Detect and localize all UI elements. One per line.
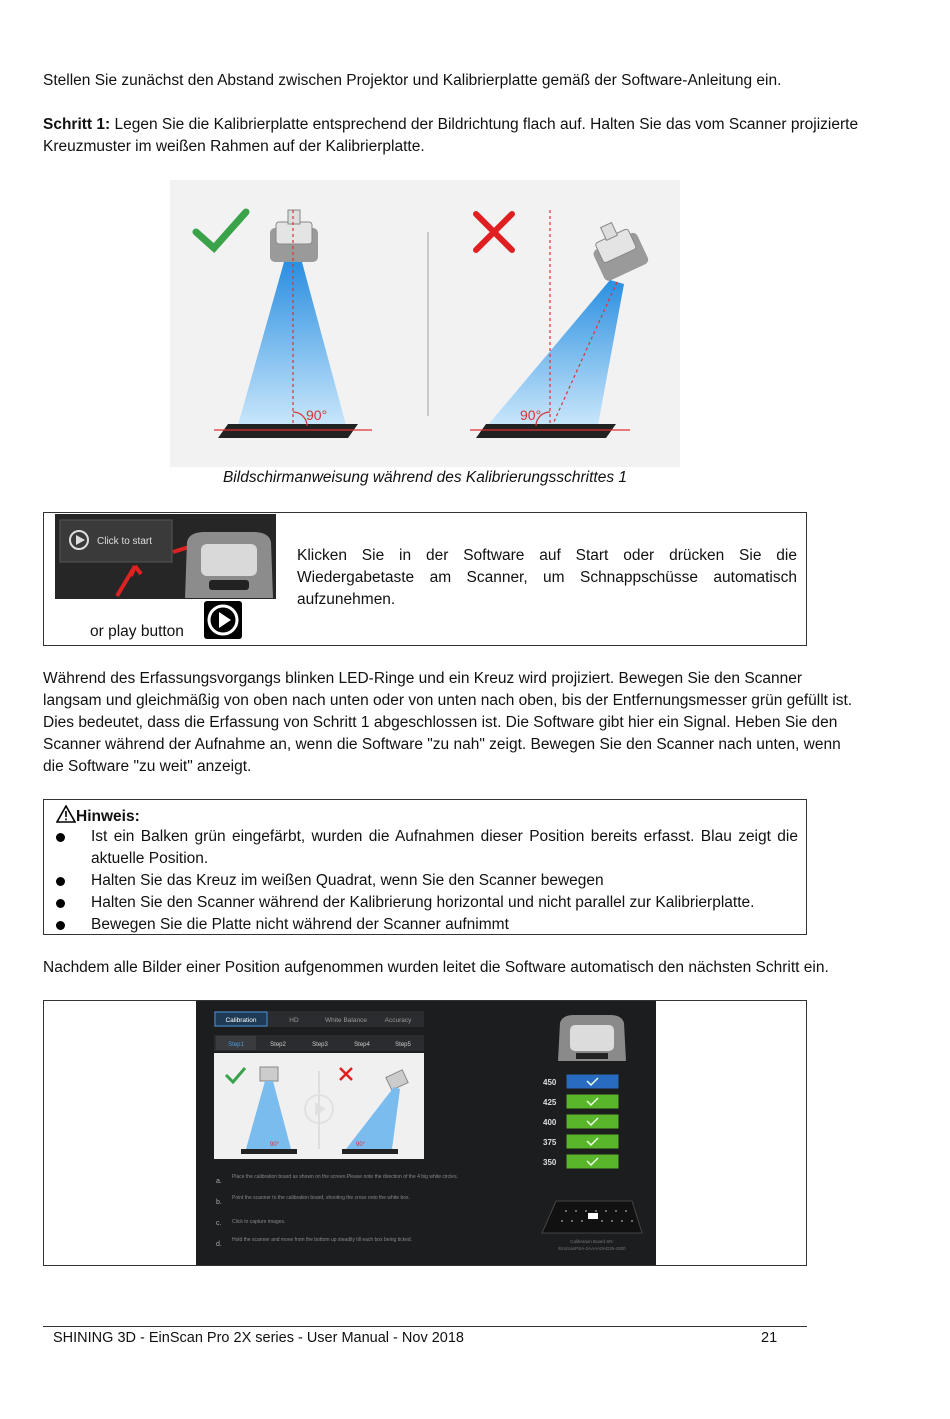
footer-text: SHINING 3D - EinScan Pro 2X series - User Manual - Nov 2018 — [53, 1330, 464, 1346]
cross-icon — [476, 214, 512, 250]
scanner-icon — [185, 532, 273, 598]
play-button-icon — [204, 601, 242, 639]
instruction-text-d: Hold the scanner and move from the bottom up steadily till each box being ticked. — [232, 1237, 413, 1243]
distance-label: 375 — [543, 1138, 557, 1147]
instruction-key-c: c. — [216, 1220, 222, 1227]
hint-title — [56, 805, 140, 826]
hint-item: Halten Sie das Kreuz im weißen Quadrat, wenn Sie den Scanner bewegen — [56, 870, 798, 892]
distance-bar — [566, 1114, 619, 1129]
software-screenshot-box — [43, 1000, 807, 1266]
angle-label-right: 90° — [520, 407, 542, 423]
capture-paragraph: Während des Erfassungsvorgangs blinken LED-Ringe und ein Kreuz wird projiziert. Bewegen Sie den Scanner langsam und gleichmäßig von oben nach unten oder von unten nach oben, bis der Entfernungsmesser grün gefüllt ist. Dies bedeutet, dass die Erfassung von Schritt 1 abgeschlossen ist. Die Software gibt hier ein Signal. Heben Sie den Scanner während der Aufnahme an, wenn die Software "zu nah" zeigt. Bewegen Sie den Scanner nach unten, wenn die Software "zu weit" anzeigt. — [43, 670, 853, 775]
board-label: Calibration Board SN: — [570, 1239, 614, 1244]
instruction-text-c: Click to capture images. — [232, 1219, 286, 1225]
click-to-start-label: Click to start — [97, 536, 153, 547]
step1-label: Schritt 1: — [43, 116, 111, 133]
step-tab-1[interactable]: Step1 — [228, 1042, 244, 1048]
distance-meter — [543, 1074, 619, 1169]
tab-hd[interactable]: HD — [289, 1017, 299, 1024]
software-screenshot — [196, 1001, 656, 1265]
distance-bar — [566, 1094, 619, 1109]
step-tab-2[interactable]: Step2 — [270, 1042, 286, 1048]
instruction-text-b: Point the scanner to the calibration board, shooting the cross onto the white box. — [232, 1195, 410, 1201]
calibration-board-left — [218, 424, 358, 438]
hint-box — [43, 799, 807, 935]
distance-bar — [566, 1134, 619, 1149]
beam-wrong — [488, 280, 624, 425]
instruction-key-a: a. — [216, 1178, 222, 1185]
calibration-illustration — [170, 180, 680, 467]
check-icon — [196, 212, 246, 248]
tab-accuracy[interactable]: Accuracy — [384, 1017, 412, 1024]
hint-list — [56, 826, 798, 936]
tab-calibration-label: Calibration — [225, 1017, 257, 1024]
distance-label: 425 — [543, 1098, 557, 1107]
step1-text: Legen Sie die Kalibrierplatte entsprechend der Bildrichtung flach auf. Halten Sie das vom Scanner projizierte Kreuzmuster im weißen Rahmen auf der Kalibrierplatte. — [43, 116, 859, 155]
hint-item: Bewegen Sie die Platte nicht während der Scanner aufnimmt — [56, 914, 798, 936]
next-step-paragraph: Nachdem alle Bilder einer Position aufgenommen wurden leitet die Software automatisch den nächsten Schritt ein. — [43, 959, 829, 976]
tab-white-balance[interactable]: White Balance — [325, 1017, 367, 1024]
page-number: 21 — [761, 1330, 778, 1346]
scanner-preview-icon — [558, 1015, 626, 1061]
distance-label: 400 — [543, 1118, 557, 1127]
step-tab-5[interactable]: Step5 — [395, 1042, 411, 1048]
calibration-board-right — [476, 424, 616, 438]
instruction-text-a: Place the calibration board as shown on the screen.Please note the direction of the 4 big white circles. — [232, 1174, 458, 1180]
step-tab-4[interactable]: Step4 — [354, 1042, 370, 1048]
hint-title-text: Hinweis: — [76, 808, 140, 825]
distance-label: 350 — [543, 1158, 557, 1167]
hint-item: Ist ein Balken grün eingefärbt, wurden die Aufnahmen dieser Position bereits erfasst. Blau zeigt die aktuelle Position. — [56, 826, 798, 870]
beam-correct — [238, 262, 346, 425]
step1-paragraph — [43, 114, 863, 158]
click-to-start-image — [55, 514, 276, 599]
play-button-label: or play button — [90, 623, 184, 640]
start-instruction-box — [43, 512, 807, 646]
instruction-key-d: d. — [216, 1241, 222, 1248]
start-instruction-text: Klicken Sie in der Software auf Start oder drücken Sie die Wiedergabetaste am Scanner, um Schnappschüsse automatisch aufzunehmen. — [297, 547, 797, 608]
angle-label-left: 90° — [306, 407, 328, 423]
intro-paragraph: Stellen Sie zunächst den Abstand zwischen Projektor und Kalibrierplatte gemäß der Software-Anleitung ein. — [43, 72, 782, 89]
board-serial: EinScanPSA-2AAAA0AG26-4300 — [558, 1246, 626, 1251]
footer-rule — [43, 1326, 807, 1327]
screenshot-angle-right: 90° — [356, 1142, 366, 1148]
screenshot-angle-left: 90° — [270, 1142, 280, 1148]
hint-item: Halten Sie den Scanner während der Kalibrierung horizontal und nicht parallel zur Kalibrierplatte. — [56, 892, 798, 914]
distance-label: 450 — [543, 1078, 557, 1087]
scanner-wrong-icon — [584, 215, 649, 282]
figure1-caption: Bildschirmanweisung während des Kalibrierungsschrittes 1 — [222, 469, 628, 486]
calibration-illustration-svg — [170, 180, 680, 467]
distance-bar — [566, 1074, 619, 1089]
step-tab-3[interactable]: Step3 — [312, 1042, 328, 1048]
scanner-correct-icon — [270, 210, 318, 262]
warning-icon — [56, 805, 76, 823]
instruction-key-b: b. — [216, 1199, 222, 1206]
distance-bar — [566, 1154, 619, 1169]
